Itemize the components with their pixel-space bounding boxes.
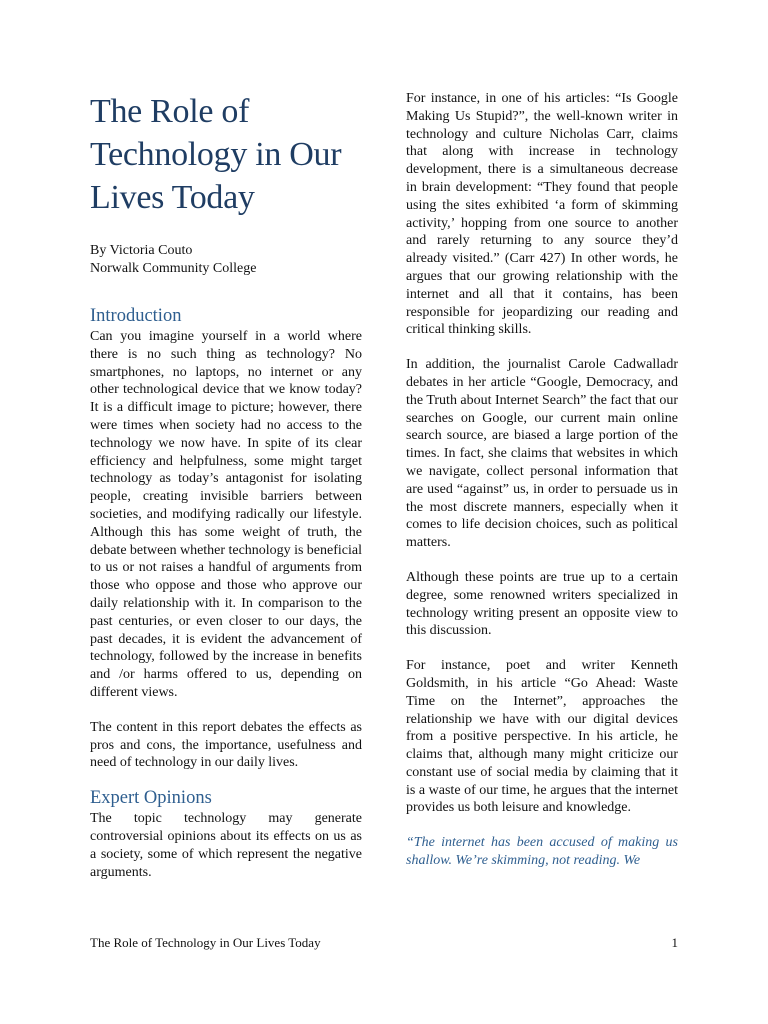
introduction-heading: Introduction (90, 306, 182, 326)
carr-paragraph: For instance, in one of his articles: “Is Google Making Us Stupid?”, the well-known writer in technology and culture Nicholas Carr, claims that along with increase in technology development, there is a simultaneous decrease in brain development: “They found that people using the sites exhibited ‘a form of skimming activity,’ hopping from one source to another and rarely returning to any source they’d already visited.” (Carr 427) In other words, he argues that our growing relationship with the internet and all that it contains, has been responsible for jeopardizing our reading and critical thinking skills. (406, 91, 678, 338)
right-column (406, 90, 678, 870)
introduction-paragraph-2: The content in this report debates the effects as pros and cons, the importance, usefulness and need of technology in our daily lives. (90, 719, 362, 771)
goldsmith-paragraph: For instance, poet and writer Kenneth Goldsmith, in his article “Go Ahead: Waste Time on the Internet”, approaches the relationship we have with our digital devices from a positive perspective. In his article, he claims that, although many might criticize our constant use of social media by claiming that it is a waste of our time, he argues that the internet provides us both leisure and knowledge. (406, 658, 678, 816)
introduction-paragraph-1: Can you imagine yourself in a world where there is no such thing as technology? No smartphones, no laptops, no internet or any other technological device that we know today? It is a difficult image to picture; however, there were times when society had no access to the technology we now have. In spite of its clear efficiency and helpfulness, some might target technology as today’s antagonist for isolating people, creating invisible barriers between societies, and modifying radically our lifestyle. Although this has some weight of truth, the debate between whether technology is beneficial to us or not raises a handful of arguments from those who oppose and those who approve our daily relationship with it. In comparison to the past centuries, or even closer to our days, the past decades, it is evident the advancement of technology, followed by the increase in benefits and /or harms offered to us, depending on different views. (90, 329, 362, 700)
expert-opinions-heading: Expert Opinions (90, 788, 212, 809)
expert-opinions-paragraph: The topic technology may generate controversial opinions about its effects on us as a society, some of which represent the negative arguments. (90, 811, 362, 880)
left-column (90, 90, 362, 881)
opposite-view-paragraph: Although these points are true up to a certain degree, some renowned writers specialized in technology writing present an opposite view to this discussion. (406, 569, 678, 639)
cadwalladr-paragraph: In addition, the journalist Carole Cadwalladr debates in her article “Google, Democracy, and the Truth about Internet Search” the fact that our searches on Google, our current main online search source, are biased a large portion of the times. In fact, she claims that websites in which we navigate, collect personal information that are used “against” us, in order to persuade us in the most discrete manners, especially when it comes to life decision choices, such as political matters. (406, 357, 678, 551)
page-number: 1 (671, 935, 678, 950)
byline (90, 242, 362, 278)
document-title: The Role of Technology in Our Lives Today (90, 93, 342, 216)
goldsmith-quote: “The internet has been accused of making us shallow. We’re skimming, not reading. We (406, 835, 678, 869)
institution-line: Norwalk Community College (90, 261, 257, 276)
footer-running-title: The Role of Technology in Our Lives Today (90, 935, 321, 950)
author-line: By Victoria Couto (90, 243, 193, 258)
